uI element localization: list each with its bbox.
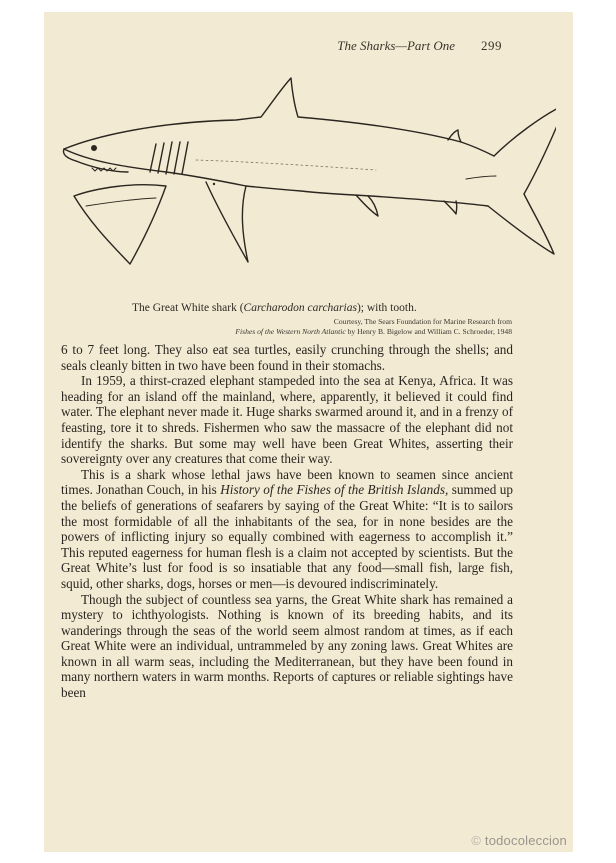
shark-belly-outline: [64, 149, 488, 206]
paragraph: In 1959, a thirst-crazed elephant stampeded into the sea at Kenya, Africa. It was heading for an island off the mainland, where, apparently, it believed it could find water. The elephant never made it. Huge sharks swarmed around it, and in a frenzy of feasting, tore it to shreds. Fishermen who saw the massacre of the elephant did not identify the sharks. But some may well have been Great Whites, asserting their sovereignty over any creatures that come their way.: [61, 373, 513, 467]
watermark-icon: ©: [471, 833, 485, 848]
shark-illustration: [56, 64, 556, 296]
running-header: [44, 38, 502, 54]
shark-pectoral-fin: [206, 182, 248, 262]
book-page: [44, 12, 573, 852]
shark-pelvic-fin: [356, 195, 378, 216]
body-text: [61, 342, 513, 701]
shark-tail-upper: [494, 104, 556, 194]
paragraph: 6 to 7 feet long. They also eat sea turtles, easily crunching through the shells; and seals cleanly bitten in two have been found in their stomachs.: [61, 342, 513, 373]
figure-credit: Courtesy, The Sears Foundation for Marine Research from Fishes of the Western North Atlantic by Henry B. Bigelow and William C. Schroeder, 1948: [235, 317, 512, 336]
figure-caption: The Great White shark (Carcharodon carcharias); with tooth.: [132, 302, 417, 314]
shark-tail-lower: [488, 194, 554, 254]
shark-dorsal-outline: [64, 78, 494, 156]
running-title: The Sharks—Part One: [337, 38, 455, 53]
book-title: History of the Fishes of the British Islands,: [220, 482, 449, 498]
shark-eye: [91, 145, 97, 151]
tooth-drawing: [74, 185, 166, 264]
paragraph: Though the subject of countless sea yarns, the Great White shark has remained a mystery to ichthyologists. Nothing is known of its breeding habits, and its wanderings through the seas of the world seem almost random at times, as if each Great White were an individual, untrammeled by any zoning laws. Great Whites are known in all warm seas, including the Mediterranean, but they have been found in many northern waters in warm months. Reports of captures or reliable sightings have been: [61, 591, 513, 701]
page-number: 299: [481, 38, 502, 53]
shark-gill-slits: [150, 142, 188, 174]
species-name: Carcharodon carcharias: [243, 302, 357, 314]
credit-book-title: Fishes of the Western North Atlantic: [235, 327, 346, 336]
watermark-logo: © todocoleccion: [471, 833, 567, 848]
paragraph: This is a shark whose lethal jaws have been known to seamen since ancient times. Jonathan Couch, in his History of the Fishes of the British Islands, summed up the beliefs of generations of seafarers by saying of the Great White: “It is to sailors the most formidable of all the inhabitants of the sea, for in none besides are the powers of inflicting injury so equally combined with eagerness to accomplish it.” This reputed eagerness for human flesh is a claim not accepted by scientists. But the Great White’s lust for food is so insatiable that any food—small fish, large fish, squid, other sharks, dogs, horses or men—is devoured indiscriminately.: [61, 466, 513, 591]
